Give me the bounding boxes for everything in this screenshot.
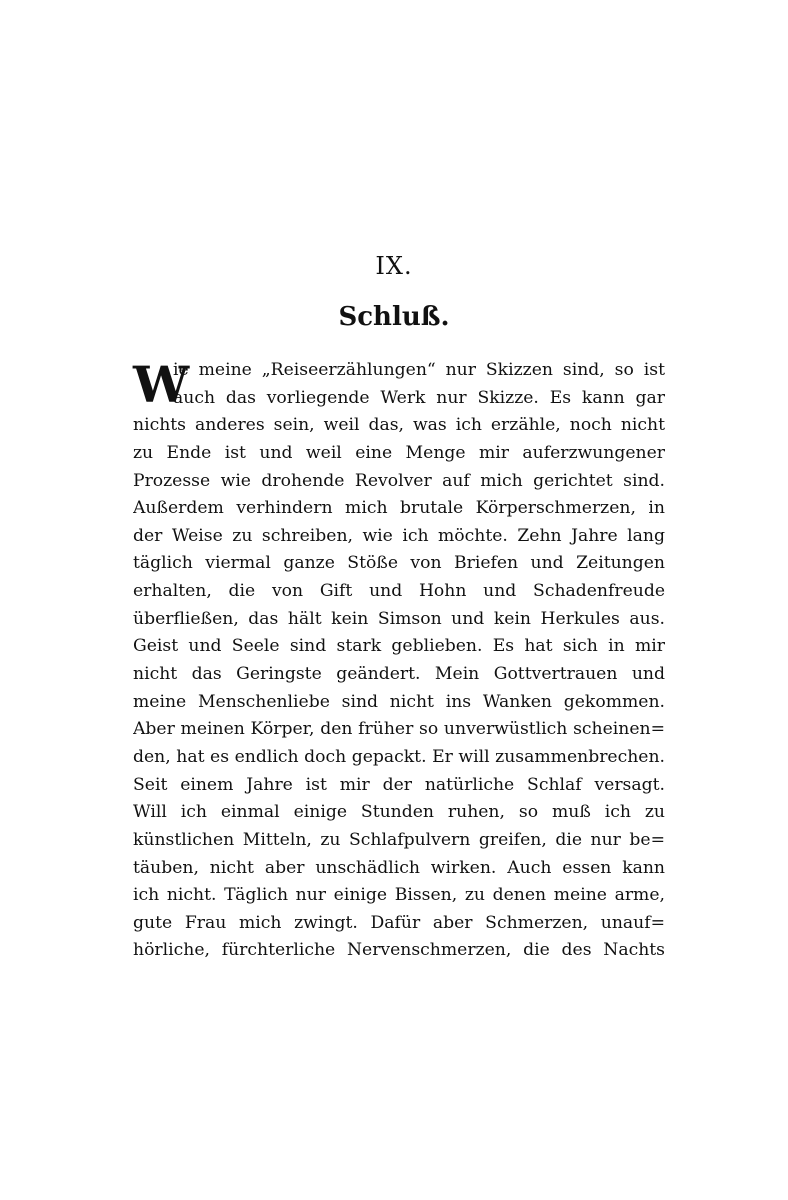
text-line: den, hat es endlich doch gepackt. Er will zusammenbrechen.: [133, 746, 665, 767]
text-line: der Weise zu schreiben, wie ich möchte. Zehn Jahre lang: [133, 525, 665, 546]
chapter-number: IX.: [375, 252, 413, 280]
text-line: Außerdem verhindern mich brutale Körperschmerzen, in: [133, 498, 665, 519]
text-line: zu Ende ist und weil eine Menge mir auferzwungener: [133, 442, 665, 463]
text-line: täuben, nicht aber unschädlich wirken. Auch essen kann: [133, 857, 665, 878]
text-line: Geist und Seele sind stark geblieben. Es hat sich in mir: [133, 636, 665, 657]
text-line: Aber meinen Körper, den früher so unverwüstlich scheinen=: [133, 719, 665, 740]
text-line: überfließen, das hält kein Simson und kein Herkules aus.: [133, 608, 665, 629]
text-line: ich nicht. Täglich nur einige Bissen, zu denen meine arme,: [133, 885, 665, 906]
drop-cap: W: [133, 355, 190, 414]
text-line: ie meine „Reiseerzählungen“ nur Skizzen sind, so ist: [173, 360, 665, 380]
text-line: auch das vorliegende Werk nur Skizze. Es kann gar: [173, 387, 665, 408]
text-line: Seit einem Jahre ist mir der natürliche Schlaf versagt.: [133, 774, 665, 795]
text-line: künstlichen Mitteln, zu Schlafpulvern greifen, die nur be=: [133, 829, 665, 850]
text-line: Will ich einmal einige Stunden ruhen, so muß ich zu: [133, 802, 665, 823]
chapter-title: Schluß.: [338, 302, 450, 332]
body-paragraph: [133, 357, 665, 965]
text-line: erhalten, die von Gift und Hohn und Schadenfreude: [133, 581, 665, 602]
text-line: hörliche, fürchterliche Nervenschmerzen, die des Nachts: [133, 940, 665, 961]
text-line: nichts anderes sein, weil das, was ich erzähle, noch nicht: [133, 415, 665, 436]
text-line: nicht das Geringste geändert. Mein Gottvertrauen und: [133, 664, 665, 685]
text-line: gute Frau mich zwingt. Dafür aber Schmerzen, unauf=: [133, 912, 665, 933]
text-line: täglich viermal ganze Stöße von Briefen und Zeitungen: [133, 553, 665, 574]
text-line: Prozesse wie drohende Revolver auf mich gerichtet sind.: [133, 470, 665, 491]
text-line: meine Menschenliebe sind nicht ins Wanken gekommen.: [133, 691, 665, 712]
